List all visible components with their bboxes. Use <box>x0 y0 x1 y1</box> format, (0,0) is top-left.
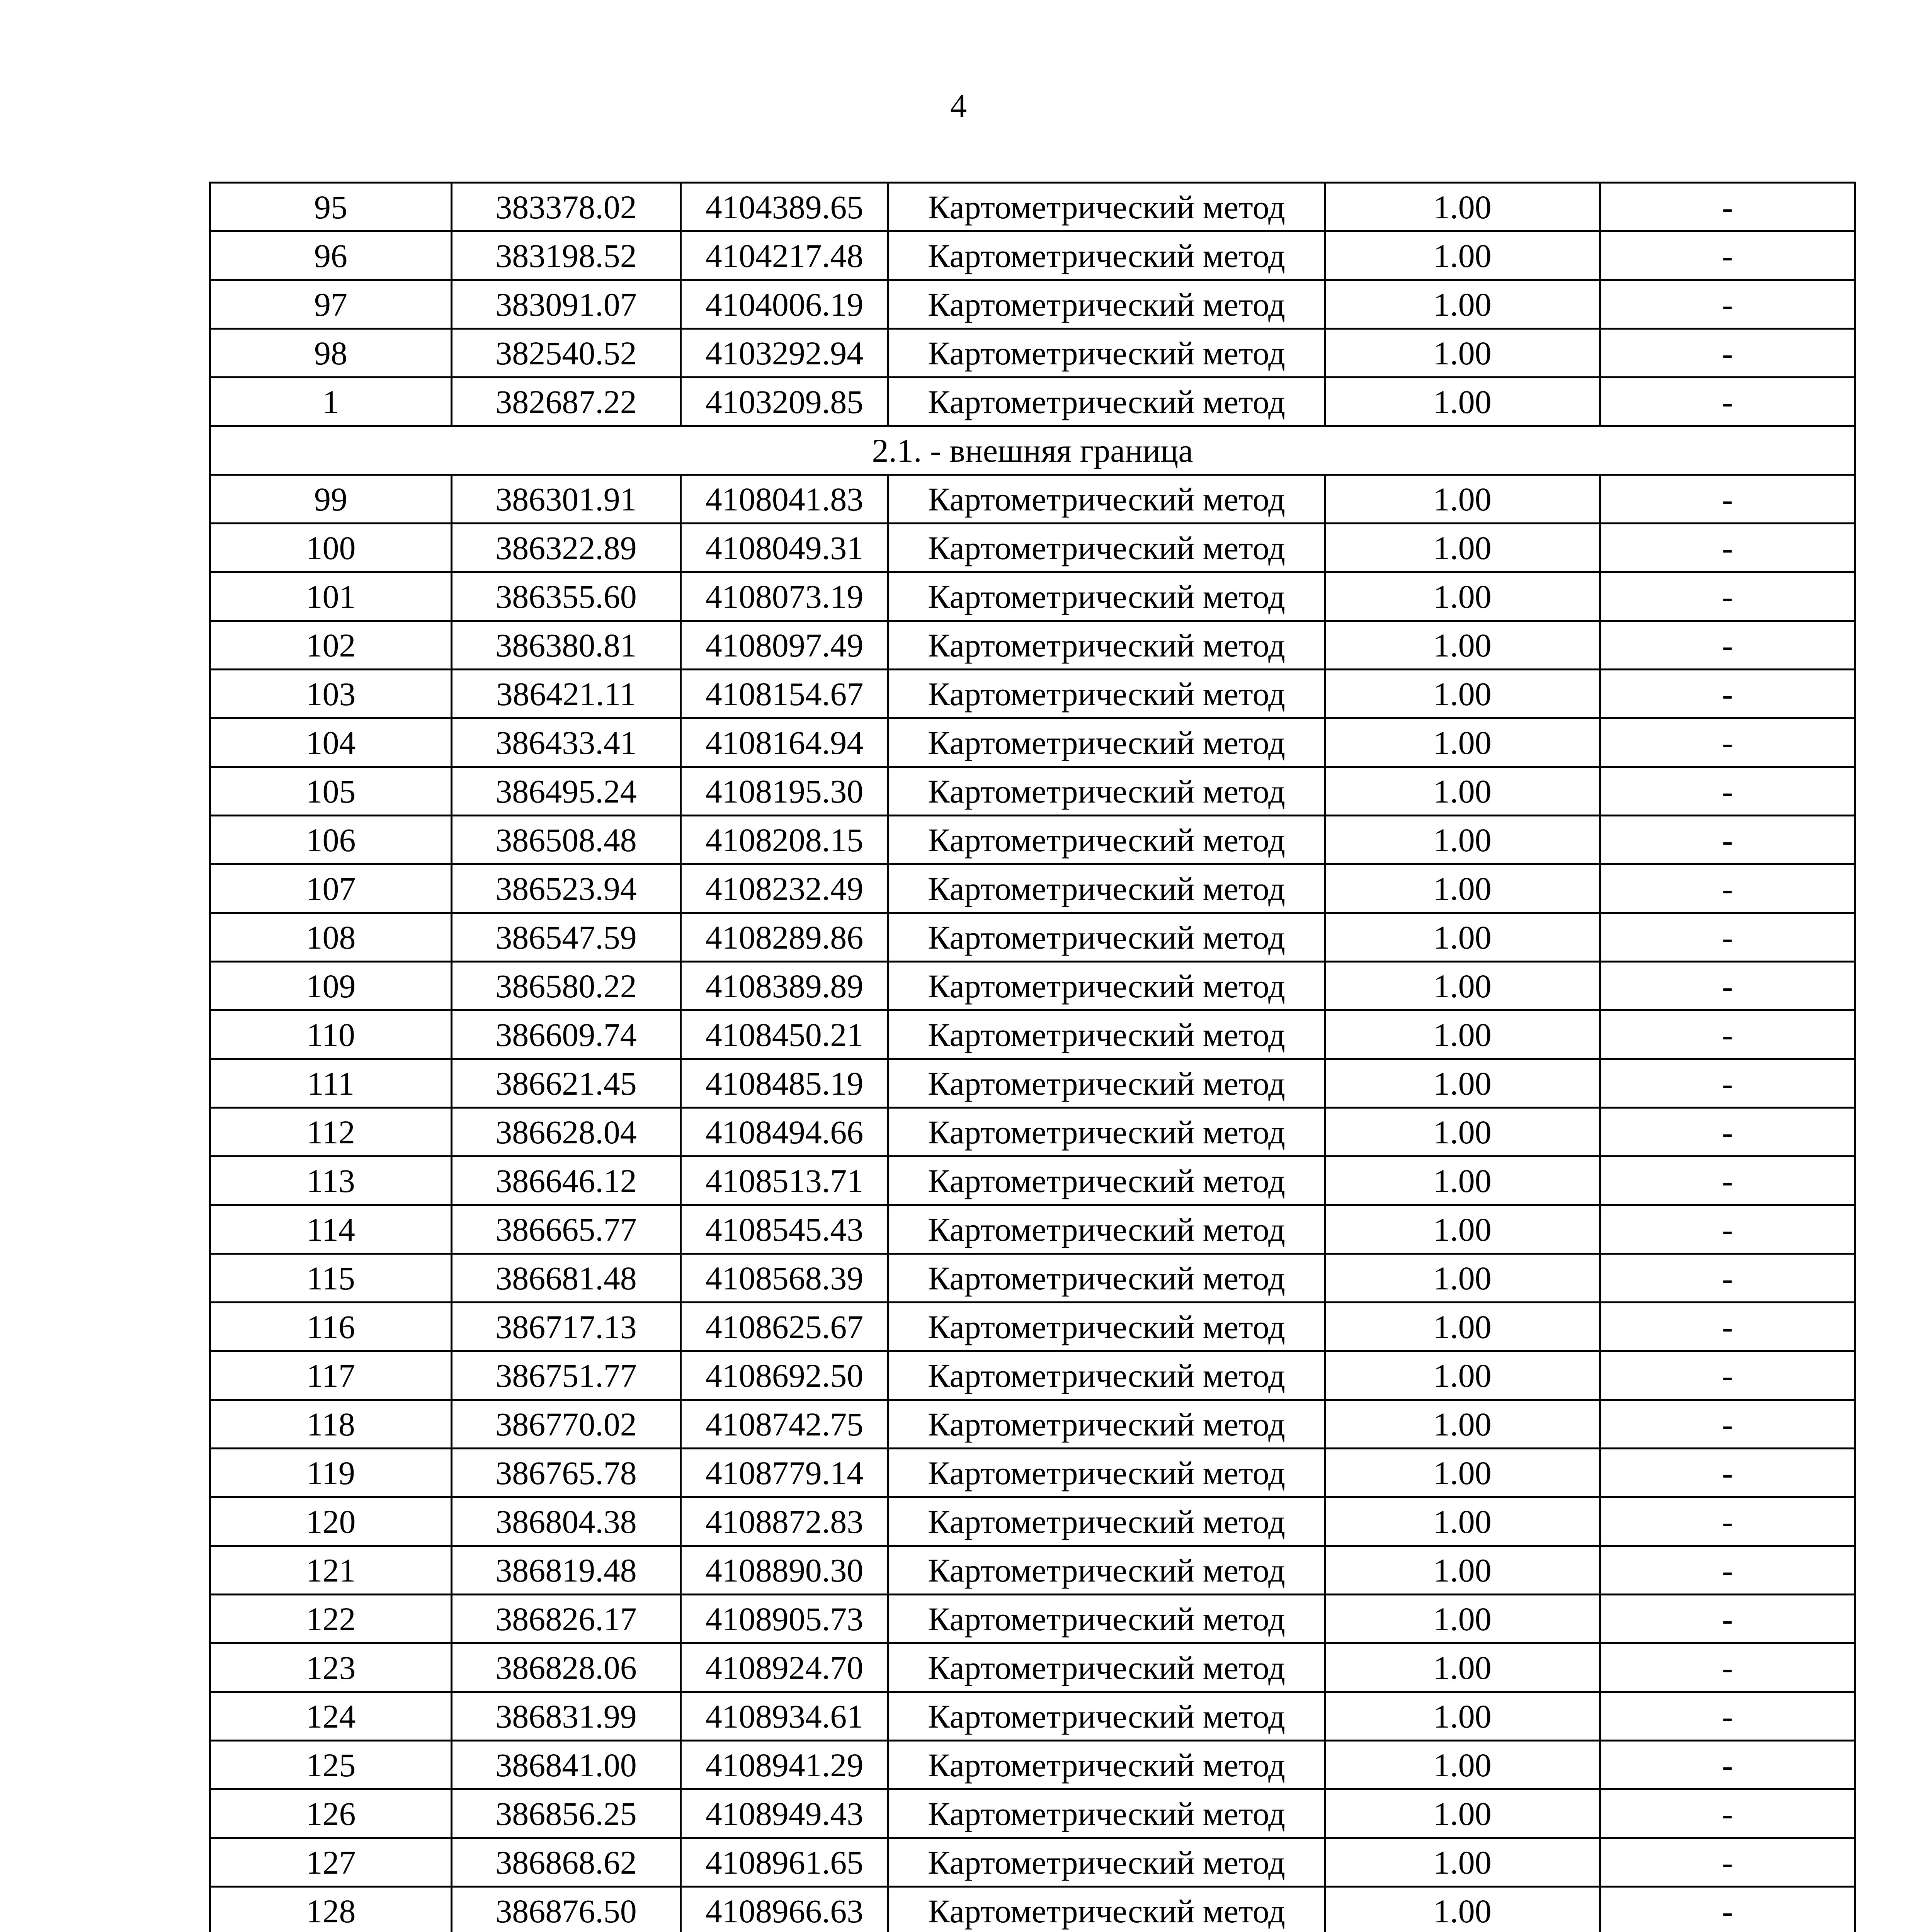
point-number-cell: 97 <box>210 280 452 329</box>
x-coordinate-cell: 386433.41 <box>452 718 681 767</box>
y-coordinate-cell: 4103292.94 <box>681 329 888 378</box>
method-cell: Картометрический метод <box>888 280 1325 329</box>
x-coordinate-cell: 386421.11 <box>452 670 681 718</box>
table-row <box>210 1887 1855 1932</box>
y-coordinate-cell: 4108890.30 <box>681 1546 888 1595</box>
table-row <box>210 1156 1855 1205</box>
method-cell: Картометрический метод <box>888 1205 1325 1254</box>
accuracy-cell: 1.00 <box>1325 1887 1600 1932</box>
coordinates-table <box>209 182 1856 1932</box>
point-number-cell: 120 <box>210 1497 452 1546</box>
y-coordinate-cell: 4108195.30 <box>681 767 888 816</box>
x-coordinate-cell: 386804.38 <box>452 1497 681 1546</box>
x-coordinate-cell: 386665.77 <box>452 1205 681 1254</box>
note-cell: - <box>1600 767 1855 816</box>
note-cell: - <box>1600 1010 1855 1059</box>
y-coordinate-cell: 4104389.65 <box>681 183 888 231</box>
point-number-cell: 108 <box>210 913 452 962</box>
note-cell: - <box>1600 572 1855 621</box>
point-number-cell: 102 <box>210 621 452 670</box>
method-cell: Картометрический метод <box>888 1400 1325 1449</box>
point-number-cell: 98 <box>210 329 452 378</box>
table-row <box>210 718 1855 767</box>
y-coordinate-cell: 4108545.43 <box>681 1205 888 1254</box>
y-coordinate-cell: 4108049.31 <box>681 524 888 572</box>
point-number-cell: 116 <box>210 1303 452 1351</box>
point-number-cell: 1 <box>210 378 452 426</box>
x-coordinate-cell: 386621.45 <box>452 1059 681 1108</box>
y-coordinate-cell: 4108208.15 <box>681 816 888 864</box>
y-coordinate-cell: 4108154.67 <box>681 670 888 718</box>
point-number-cell: 95 <box>210 183 452 231</box>
note-cell: - <box>1600 231 1855 280</box>
y-coordinate-cell: 4104006.19 <box>681 280 888 329</box>
method-cell: Картометрический метод <box>888 816 1325 864</box>
method-cell: Картометрический метод <box>888 231 1325 280</box>
note-cell: - <box>1600 280 1855 329</box>
accuracy-cell: 1.00 <box>1325 1789 1600 1838</box>
y-coordinate-cell: 4108097.49 <box>681 621 888 670</box>
table-row <box>210 1789 1855 1838</box>
x-coordinate-cell: 383091.07 <box>452 280 681 329</box>
method-cell: Картометрический метод <box>888 572 1325 621</box>
note-cell: - <box>1600 962 1855 1010</box>
y-coordinate-cell: 4108966.63 <box>681 1887 888 1932</box>
method-cell: Картометрический метод <box>888 1303 1325 1351</box>
point-number-cell: 111 <box>210 1059 452 1108</box>
accuracy-cell: 1.00 <box>1325 1400 1600 1449</box>
x-coordinate-cell: 386826.17 <box>452 1595 681 1643</box>
accuracy-cell: 1.00 <box>1325 329 1600 378</box>
method-cell: Картометрический метод <box>888 1059 1325 1108</box>
note-cell: - <box>1600 864 1855 913</box>
note-cell: - <box>1600 1838 1855 1887</box>
note-cell: - <box>1600 621 1855 670</box>
point-number-cell: 125 <box>210 1741 452 1789</box>
method-cell: Картометрический метод <box>888 183 1325 231</box>
accuracy-cell: 1.00 <box>1325 1449 1600 1497</box>
accuracy-cell: 1.00 <box>1325 231 1600 280</box>
table-row <box>210 767 1855 816</box>
table-row <box>210 524 1855 572</box>
accuracy-cell: 1.00 <box>1325 1059 1600 1108</box>
accuracy-cell: 1.00 <box>1325 572 1600 621</box>
x-coordinate-cell: 383378.02 <box>452 183 681 231</box>
note-cell: - <box>1600 1449 1855 1497</box>
note-cell: - <box>1600 183 1855 231</box>
x-coordinate-cell: 386868.62 <box>452 1838 681 1887</box>
accuracy-cell: 1.00 <box>1325 767 1600 816</box>
point-number-cell: 121 <box>210 1546 452 1595</box>
accuracy-cell: 1.00 <box>1325 1303 1600 1351</box>
x-coordinate-cell: 386831.99 <box>452 1692 681 1741</box>
note-cell: - <box>1600 1887 1855 1932</box>
point-number-cell: 115 <box>210 1254 452 1303</box>
accuracy-cell: 1.00 <box>1325 1010 1600 1059</box>
table-row <box>210 1692 1855 1741</box>
x-coordinate-cell: 386523.94 <box>452 864 681 913</box>
table-row <box>210 1205 1855 1254</box>
y-coordinate-cell: 4108041.83 <box>681 475 888 524</box>
coordinates-table-body <box>210 183 1855 1932</box>
table-row <box>210 572 1855 621</box>
section-heading-row <box>210 426 1855 475</box>
note-cell: - <box>1600 1059 1855 1108</box>
note-cell: - <box>1600 1643 1855 1692</box>
y-coordinate-cell: 4108872.83 <box>681 1497 888 1546</box>
page-number: 4 <box>950 87 967 124</box>
method-cell: Картометрический метод <box>888 864 1325 913</box>
method-cell: Картометрический метод <box>888 1108 1325 1156</box>
table-row <box>210 913 1855 962</box>
method-cell: Картометрический метод <box>888 1789 1325 1838</box>
y-coordinate-cell: 4108485.19 <box>681 1059 888 1108</box>
table-row <box>210 378 1855 426</box>
method-cell: Картометрический метод <box>888 1156 1325 1205</box>
table-row <box>210 1595 1855 1643</box>
accuracy-cell: 1.00 <box>1325 378 1600 426</box>
x-coordinate-cell: 386322.89 <box>452 524 681 572</box>
point-number-cell: 124 <box>210 1692 452 1741</box>
point-number-cell: 119 <box>210 1449 452 1497</box>
note-cell: - <box>1600 1156 1855 1205</box>
section-heading: 2.1. - внешняя граница <box>210 426 1855 475</box>
point-number-cell: 122 <box>210 1595 452 1643</box>
y-coordinate-cell: 4108450.21 <box>681 1010 888 1059</box>
x-coordinate-cell: 386508.48 <box>452 816 681 864</box>
method-cell: Картометрический метод <box>888 1546 1325 1595</box>
x-coordinate-cell: 386580.22 <box>452 962 681 1010</box>
x-coordinate-cell: 386841.00 <box>452 1741 681 1789</box>
table-row <box>210 1838 1855 1887</box>
point-number-cell: 109 <box>210 962 452 1010</box>
y-coordinate-cell: 4108742.75 <box>681 1400 888 1449</box>
table-row <box>210 183 1855 231</box>
accuracy-cell: 1.00 <box>1325 864 1600 913</box>
accuracy-cell: 1.00 <box>1325 1838 1600 1887</box>
table-row <box>210 1741 1855 1789</box>
y-coordinate-cell: 4108513.71 <box>681 1156 888 1205</box>
x-coordinate-cell: 382540.52 <box>452 329 681 378</box>
y-coordinate-cell: 4108164.94 <box>681 718 888 767</box>
table-row <box>210 1010 1855 1059</box>
point-number-cell: 126 <box>210 1789 452 1838</box>
x-coordinate-cell: 386628.04 <box>452 1108 681 1156</box>
point-number-cell: 104 <box>210 718 452 767</box>
y-coordinate-cell: 4108073.19 <box>681 572 888 621</box>
table-row <box>210 864 1855 913</box>
point-number-cell: 103 <box>210 670 452 718</box>
y-coordinate-cell: 4108494.66 <box>681 1108 888 1156</box>
method-cell: Картометрический метод <box>888 1741 1325 1789</box>
point-number-cell: 107 <box>210 864 452 913</box>
table-row <box>210 1400 1855 1449</box>
note-cell: - <box>1600 1497 1855 1546</box>
note-cell: - <box>1600 1400 1855 1449</box>
x-coordinate-cell: 386876.50 <box>452 1887 681 1932</box>
accuracy-cell: 1.00 <box>1325 1108 1600 1156</box>
y-coordinate-cell: 4108779.14 <box>681 1449 888 1497</box>
x-coordinate-cell: 382687.22 <box>452 378 681 426</box>
accuracy-cell: 1.00 <box>1325 183 1600 231</box>
point-number-cell: 105 <box>210 767 452 816</box>
note-cell: - <box>1600 1254 1855 1303</box>
x-coordinate-cell: 386770.02 <box>452 1400 681 1449</box>
table-row <box>210 1059 1855 1108</box>
note-cell: - <box>1600 1692 1855 1741</box>
y-coordinate-cell: 4104217.48 <box>681 231 888 280</box>
table-row <box>210 962 1855 1010</box>
x-coordinate-cell: 386751.77 <box>452 1351 681 1400</box>
point-number-cell: 100 <box>210 524 452 572</box>
table-row <box>210 1351 1855 1400</box>
method-cell: Картометрический метод <box>888 718 1325 767</box>
x-coordinate-cell: 386681.48 <box>452 1254 681 1303</box>
note-cell: - <box>1600 1546 1855 1595</box>
accuracy-cell: 1.00 <box>1325 524 1600 572</box>
accuracy-cell: 1.00 <box>1325 816 1600 864</box>
note-cell: - <box>1600 670 1855 718</box>
method-cell: Картометрический метод <box>888 767 1325 816</box>
note-cell: - <box>1600 913 1855 962</box>
method-cell: Картометрический метод <box>888 1838 1325 1887</box>
table-row <box>210 1108 1855 1156</box>
point-number-cell: 101 <box>210 572 452 621</box>
x-coordinate-cell: 386495.24 <box>452 767 681 816</box>
table-row <box>210 1449 1855 1497</box>
table-row <box>210 1643 1855 1692</box>
method-cell: Картометрический метод <box>888 913 1325 962</box>
accuracy-cell: 1.00 <box>1325 1205 1600 1254</box>
y-coordinate-cell: 4108949.43 <box>681 1789 888 1838</box>
accuracy-cell: 1.00 <box>1325 670 1600 718</box>
note-cell: - <box>1600 1351 1855 1400</box>
note-cell: - <box>1600 1303 1855 1351</box>
point-number-cell: 123 <box>210 1643 452 1692</box>
method-cell: Картометрический метод <box>888 1351 1325 1400</box>
x-coordinate-cell: 386717.13 <box>452 1303 681 1351</box>
table-row <box>210 231 1855 280</box>
table-row <box>210 1497 1855 1546</box>
table-row <box>210 621 1855 670</box>
accuracy-cell: 1.00 <box>1325 1546 1600 1595</box>
y-coordinate-cell: 4108389.89 <box>681 962 888 1010</box>
x-coordinate-cell: 386609.74 <box>452 1010 681 1059</box>
table-row <box>210 475 1855 524</box>
note-cell: - <box>1600 1789 1855 1838</box>
table-row <box>210 816 1855 864</box>
method-cell: Картометрический метод <box>888 1010 1325 1059</box>
note-cell: - <box>1600 1108 1855 1156</box>
method-cell: Картометрический метод <box>888 670 1325 718</box>
y-coordinate-cell: 4108924.70 <box>681 1643 888 1692</box>
accuracy-cell: 1.00 <box>1325 1692 1600 1741</box>
note-cell: - <box>1600 378 1855 426</box>
table-row <box>210 1254 1855 1303</box>
accuracy-cell: 1.00 <box>1325 475 1600 524</box>
x-coordinate-cell: 386765.78 <box>452 1449 681 1497</box>
point-number-cell: 117 <box>210 1351 452 1400</box>
point-number-cell: 127 <box>210 1838 452 1887</box>
note-cell: - <box>1600 718 1855 767</box>
x-coordinate-cell: 386355.60 <box>452 572 681 621</box>
table-row <box>210 1546 1855 1595</box>
table-row <box>210 670 1855 718</box>
x-coordinate-cell: 386547.59 <box>452 913 681 962</box>
accuracy-cell: 1.00 <box>1325 1595 1600 1643</box>
x-coordinate-cell: 383198.52 <box>452 231 681 280</box>
accuracy-cell: 1.00 <box>1325 621 1600 670</box>
method-cell: Картометрический метод <box>888 962 1325 1010</box>
accuracy-cell: 1.00 <box>1325 1156 1600 1205</box>
note-cell: - <box>1600 524 1855 572</box>
y-coordinate-cell: 4108961.65 <box>681 1838 888 1887</box>
y-coordinate-cell: 4108568.39 <box>681 1254 888 1303</box>
point-number-cell: 118 <box>210 1400 452 1449</box>
accuracy-cell: 1.00 <box>1325 1497 1600 1546</box>
method-cell: Картометрический метод <box>888 1887 1325 1932</box>
note-cell: - <box>1600 816 1855 864</box>
y-coordinate-cell: 4108289.86 <box>681 913 888 962</box>
accuracy-cell: 1.00 <box>1325 962 1600 1010</box>
method-cell: Картометрический метод <box>888 1497 1325 1546</box>
method-cell: Картометрический метод <box>888 1595 1325 1643</box>
y-coordinate-cell: 4108905.73 <box>681 1595 888 1643</box>
point-number-cell: 128 <box>210 1887 452 1932</box>
y-coordinate-cell: 4108232.49 <box>681 864 888 913</box>
y-coordinate-cell: 4108625.67 <box>681 1303 888 1351</box>
note-cell: - <box>1600 1741 1855 1789</box>
note-cell: - <box>1600 1205 1855 1254</box>
method-cell: Картометрический метод <box>888 1449 1325 1497</box>
method-cell: Картометрический метод <box>888 524 1325 572</box>
point-number-cell: 99 <box>210 475 452 524</box>
x-coordinate-cell: 386301.91 <box>452 475 681 524</box>
table-row <box>210 280 1855 329</box>
note-cell: - <box>1600 1595 1855 1643</box>
point-number-cell: 112 <box>210 1108 452 1156</box>
accuracy-cell: 1.00 <box>1325 1254 1600 1303</box>
y-coordinate-cell: 4108692.50 <box>681 1351 888 1400</box>
method-cell: Картометрический метод <box>888 475 1325 524</box>
y-coordinate-cell: 4103209.85 <box>681 378 888 426</box>
point-number-cell: 113 <box>210 1156 452 1205</box>
x-coordinate-cell: 386828.06 <box>452 1643 681 1692</box>
note-cell: - <box>1600 329 1855 378</box>
table-row <box>210 329 1855 378</box>
x-coordinate-cell: 386856.25 <box>452 1789 681 1838</box>
method-cell: Картометрический метод <box>888 621 1325 670</box>
method-cell: Картометрический метод <box>888 329 1325 378</box>
accuracy-cell: 1.00 <box>1325 280 1600 329</box>
point-number-cell: 114 <box>210 1205 452 1254</box>
point-number-cell: 106 <box>210 816 452 864</box>
accuracy-cell: 1.00 <box>1325 1741 1600 1789</box>
x-coordinate-cell: 386646.12 <box>452 1156 681 1205</box>
method-cell: Картометрический метод <box>888 1643 1325 1692</box>
accuracy-cell: 1.00 <box>1325 913 1600 962</box>
point-number-cell: 110 <box>210 1010 452 1059</box>
y-coordinate-cell: 4108934.61 <box>681 1692 888 1741</box>
method-cell: Картометрический метод <box>888 1254 1325 1303</box>
accuracy-cell: 1.00 <box>1325 1643 1600 1692</box>
table-row <box>210 1303 1855 1351</box>
accuracy-cell: 1.00 <box>1325 718 1600 767</box>
x-coordinate-cell: 386380.81 <box>452 621 681 670</box>
point-number-cell: 96 <box>210 231 452 280</box>
y-coordinate-cell: 4108941.29 <box>681 1741 888 1789</box>
x-coordinate-cell: 386819.48 <box>452 1546 681 1595</box>
note-cell: - <box>1600 475 1855 524</box>
method-cell: Картометрический метод <box>888 378 1325 426</box>
accuracy-cell: 1.00 <box>1325 1351 1600 1400</box>
method-cell: Картометрический метод <box>888 1692 1325 1741</box>
